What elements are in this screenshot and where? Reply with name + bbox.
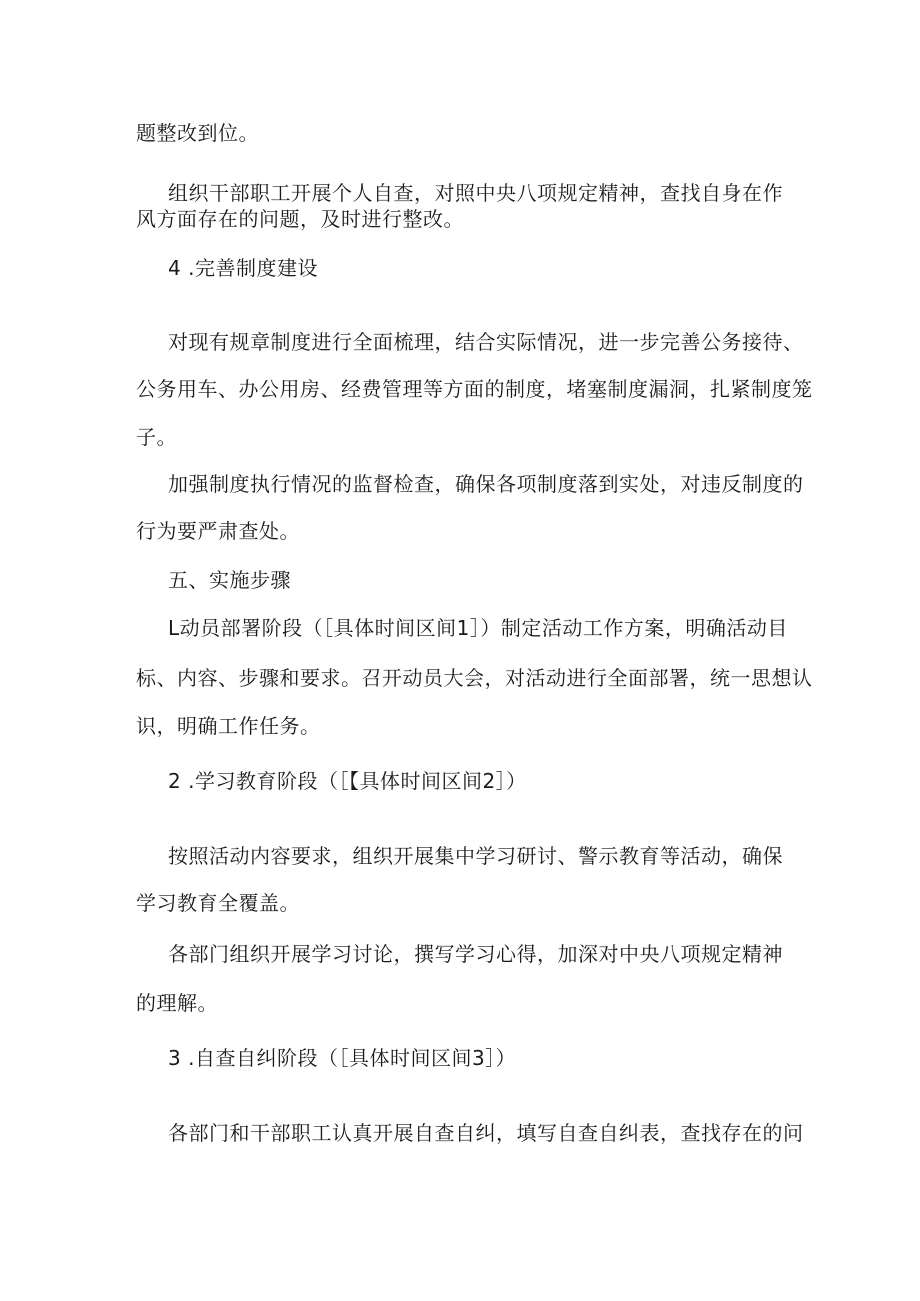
text-line: 子。 <box>136 425 177 449</box>
section-heading: 五、实施步骤 <box>168 568 291 592</box>
section-heading: 3 .自查自纠阶段（［具体时间区间3］） <box>168 1046 517 1070</box>
text-line: 各部门和干部职工认真开展自查自纠，填写自查自纠表，查找存在的问 <box>168 1121 804 1145</box>
text-line: 题整改到位。 <box>136 121 259 145</box>
text-line: 对现有规章制度进行全面梳理，结合实际情况，进一步完善公务接待、 <box>168 330 804 354</box>
section-heading: 4 .完善制度建设 <box>168 256 318 280</box>
text-line: 组织干部职工开展个人自查，对照中央八项规定精神，查找自身在作 <box>168 181 783 205</box>
text-line: 的理解。 <box>136 991 218 1015</box>
text-line: 风方面存在的问题，及时进行整改。 <box>136 207 464 231</box>
section-heading: 2 .学习教育阶段（［【具体时间区间2］） <box>168 769 527 793</box>
text-line: 识，明确工作任务。 <box>136 714 321 738</box>
text-line: 公务用车、办公用房、经费管理等方面的制度，堵塞制度漏洞，扎紧制度笼 <box>136 377 813 401</box>
text-line: 标、内容、步骤和要求。召开动员大会，对活动进行全面部署，统一思想认 <box>136 666 813 690</box>
text-line: 行为要严肃查处。 <box>136 519 300 543</box>
text-line: 各部门组织开展学习讨论，撰写学习心得，加深对中央八项规定精神 <box>168 942 783 966</box>
text-line: L动员部署阶段（［具体时间区间1］）制定活动工作方案，明确活动目 <box>168 616 788 640</box>
text-line: 学习教育全覆盖。 <box>136 891 300 915</box>
text-line: 加强制度执行情况的监督检查，确保各项制度落到实处，对违反制度的 <box>168 472 804 496</box>
text-line: 按照活动内容要求，组织开展集中学习研讨、警示教育等活动，确保 <box>168 844 783 868</box>
